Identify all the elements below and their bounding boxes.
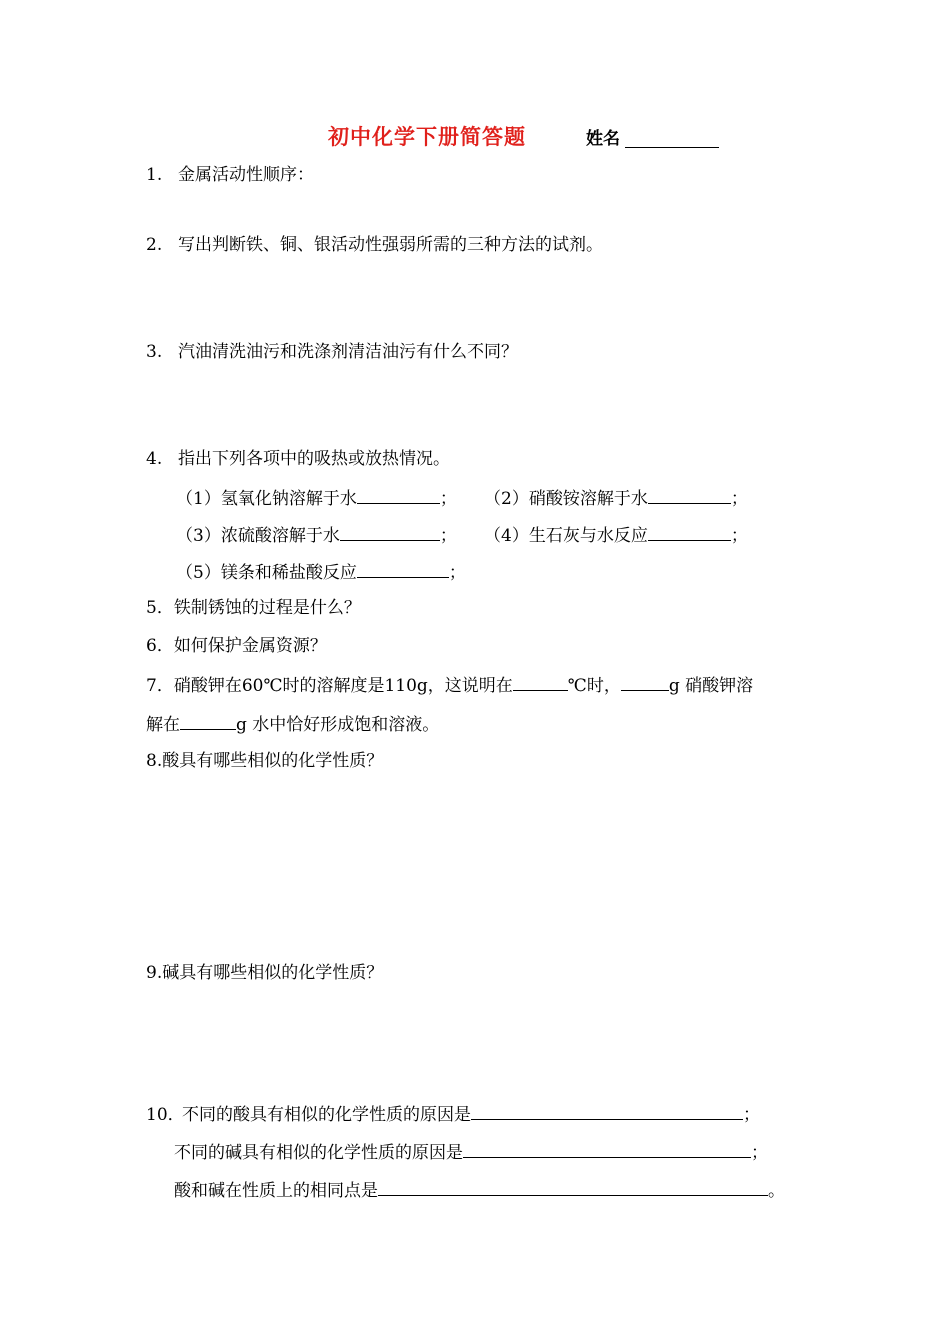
page-title: 初中化学下册简答题 — [328, 124, 526, 149]
answer-blank[interactable] — [357, 560, 449, 578]
question-text: 写出判断铁、铜、银活动性强弱所需的三种方法的试剂。 — [178, 235, 603, 255]
answer-blank[interactable] — [471, 1102, 743, 1120]
question-text: 不同的碱具有相似的化学性质的原因是 — [174, 1143, 463, 1163]
question-2 — [146, 234, 603, 256]
question-text: ℃时， — [567, 676, 621, 696]
question-text: g 硝酸钾溶 — [668, 676, 754, 696]
question-10-line-3 — [174, 1178, 785, 1202]
item-label: （4）生石灰与水反应 — [484, 526, 648, 546]
question-text: 汽油清洗油污和洗涤剂清洁油污有什么不同？ — [178, 342, 518, 362]
question-text: 不同的酸具有相似的化学性质的原因是 — [182, 1105, 471, 1125]
line-end: ； — [743, 1105, 760, 1125]
answer-blank[interactable] — [357, 486, 440, 504]
question-number: 1. — [146, 165, 163, 185]
name-label: 姓名 — [586, 129, 620, 149]
item-end: ； — [730, 489, 748, 509]
q4-item-1 — [176, 486, 457, 510]
item-label: （2）硝酸铵溶解于水 — [484, 489, 648, 509]
question-number: 10． — [146, 1105, 185, 1125]
question-text: 指出下列各项中的吸热或放热情况。 — [178, 449, 450, 469]
question-text: 解在 — [146, 715, 180, 735]
question-6: 6．如何保护金属资源？ — [146, 636, 327, 656]
question-text: 金属活动性顺序： — [178, 165, 314, 185]
question-7-line-1 — [146, 673, 753, 697]
question-5: 5．铁制锈蚀的过程是什么？ — [146, 598, 361, 618]
question-number: 4. — [146, 449, 163, 469]
item-end: ； — [730, 526, 748, 546]
answer-blank-temperature[interactable] — [513, 673, 568, 691]
question-4 — [146, 448, 450, 470]
question-3 — [146, 341, 518, 363]
answer-blank[interactable] — [378, 1178, 768, 1196]
answer-blank[interactable] — [463, 1140, 751, 1158]
answer-blank[interactable] — [648, 523, 731, 541]
name-blank[interactable] — [625, 128, 719, 148]
q4-item-2 — [484, 486, 748, 510]
answer-blank-solute[interactable] — [621, 673, 669, 691]
question-10-line-1 — [146, 1102, 760, 1126]
question-number: 2. — [146, 235, 163, 255]
item-label: （1）氢氧化钠溶解于水 — [176, 489, 357, 509]
question-text: g 水中恰好形成饱和溶液。 — [236, 715, 440, 735]
q4-item-4 — [484, 523, 748, 547]
question-10-line-2 — [174, 1140, 768, 1164]
q4-item-5 — [176, 560, 466, 584]
question-8: 8.酸具有哪些相似的化学性质？ — [146, 751, 384, 771]
question-9: 9.碱具有哪些相似的化学性质？ — [146, 963, 384, 983]
answer-blank-water[interactable] — [180, 712, 236, 730]
item-end: ； — [439, 526, 457, 546]
item-end: ； — [439, 489, 457, 509]
answer-blank[interactable] — [648, 486, 731, 504]
question-text: 酸和碱在性质上的相同点是 — [174, 1181, 378, 1201]
question-text: 7．硝酸钾在60℃时的溶解度是110g，这说明在 — [146, 676, 513, 696]
item-end: ； — [448, 563, 466, 583]
question-number: 3. — [146, 342, 163, 362]
answer-blank[interactable] — [340, 523, 440, 541]
question-7-line-2 — [146, 712, 439, 736]
question-1 — [146, 164, 314, 186]
line-end: 。 — [768, 1181, 785, 1201]
q4-item-3 — [176, 523, 457, 547]
item-label: （5）镁条和稀盐酸反应 — [176, 563, 357, 583]
line-end: ； — [751, 1143, 768, 1163]
item-label: （3）浓硫酸溶解于水 — [176, 526, 340, 546]
